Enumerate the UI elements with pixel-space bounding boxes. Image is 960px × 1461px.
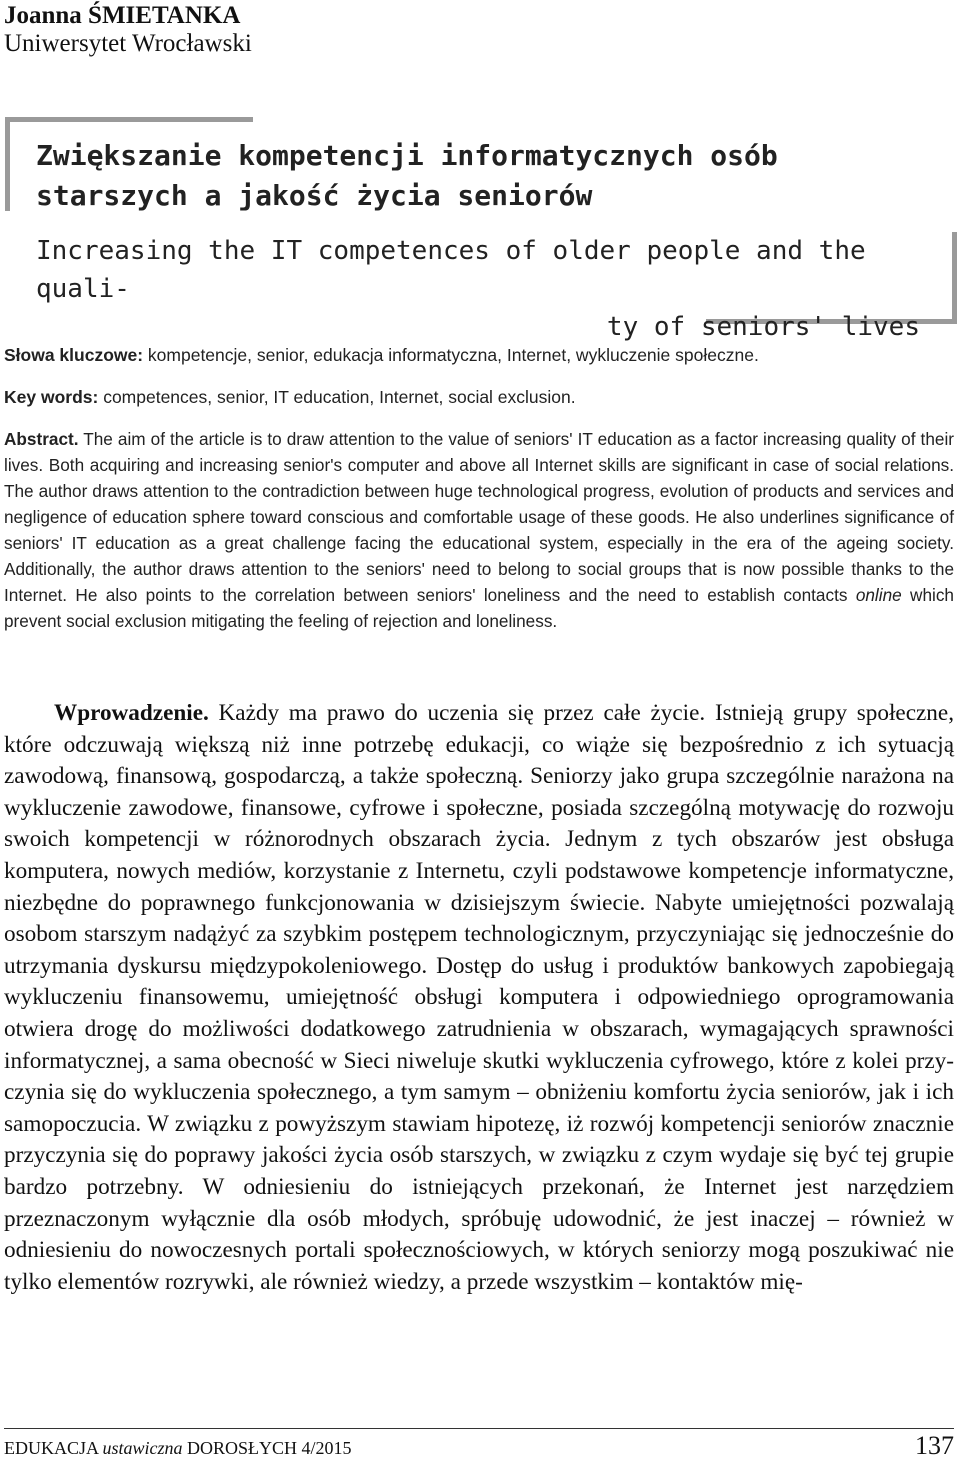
footer-divider — [4, 1428, 954, 1429]
polish-title — [36, 136, 936, 216]
title-frame-top-bar — [5, 117, 253, 122]
abstract-text-part2: which prevent social exclusion mitigating the feeling of rejection and loneliness. — [4, 585, 954, 631]
keywords-polish — [4, 344, 954, 366]
keywords-polish-label: Słowa kluczowe: — [4, 345, 144, 365]
journal-name-part1: EDUKACJA — [4, 1438, 103, 1458]
keywords-english — [4, 386, 954, 408]
abstract-label: Abstract. — [4, 429, 79, 449]
introduction-paragraph — [4, 698, 954, 1298]
polish-title-line1: Zwiększanie kompetencji informatycznych osób — [36, 139, 778, 172]
keywords-polish-text: kompetencje, senior, edukacja informatyczna, Internet, wykluczenie społeczne. — [143, 345, 759, 365]
polish-title-line2: starszych a jakość życia seniorów — [36, 179, 593, 212]
author-name: Joanna ŚMIETANKA — [4, 2, 241, 29]
title-frame-right-bar — [952, 232, 957, 324]
introduction-label: Wprowadzenie. — [54, 700, 209, 726]
journal-footer — [4, 1437, 352, 1459]
introduction-text: Każdy ma prawo do uczenia się przez całe życie. Istnieją grupy społeczne, które odczuwają większą niż inne potrzebę edukacji, co wiąże się bezpośrednio z ich sytuacją zawodową, finansową, gospodarczą, a także społeczną. Seniorzy jako grupa szczególnie narażona na wykluczenie zawodowe, finansowe, cyfrowe i społeczne, posiada szczególną motywację do rozwoju swoich kompetencji w różnorodnych obszarach życia. Jednym z tych obszarów jest obsługa komputera, nowych mediów, korzystanie z Internetu, czyli podstawowe kompetencje informatyczne, niezbędne do poprawnego funkcjonowania w dzisiejszym świecie. Nabyte umiejętności pozwalają osobom starszym nadążyć za szybkim postępem technologicznym, przyczyniając się jednocześnie do utrzymania dyskursu międzypokoleniowego. Dostęp do usług i produktów bankowych zapobiegają wykluczeniu finansowemu, umiejętność obsługi komputera i odpowiedniego oprogramowania otwiera drogę do możliwości dodatkowego zatrudnienia w obszarach, wymagających sprawności informatycznej, a sama obecność w Sieci niweluje skutki wykluczenia cyfrowego, które z kolei przyczynia się do wykluczenia społecznego, a tym samym – obniżeniu komfortu życia seniorów, jak i ich samopoczucia. W związku z powyższym stawiam hipotezę, iż rozwój kompetencji seniorów znacznie przyczynia się do poprawy jakości życia osób starszych, w związku z czym wydaje się być tej grupie bardzo potrzebny. W odniesieniu do istniejących przekonań, że Internet jest narzędziem przeznaczonym wyłącznie dla osób młodych, spróbuję udowodnić, że jest inaczej – również w odniesieniu do nowoczesnych portali społecznościowych, w których seniorzy mogą poszukiwać nie tylko elementów rozrywki, ale również wiedzy, a przede wszystkim – kontaktów mię- — [4, 700, 954, 1295]
abstract-paragraph — [4, 426, 954, 634]
author-block — [4, 2, 252, 58]
abstract-italic-word: online — [855, 585, 902, 605]
keywords-english-label: Key words: — [4, 387, 99, 407]
keywords-english-text: competences, senior, IT education, Internet, social exclusion. — [98, 387, 576, 407]
author-affiliation: Uniwersytet Wrocławski — [4, 30, 252, 57]
english-title-line2: ty of seniors' lives — [606, 312, 920, 342]
abstract-text-part1: The aim of the article is to draw attention to the value of seniors' IT education as a factor increasing quality of their lives. Both acquiring and increasing senior's computer and above all Internet skills are significant in case of social relations. The author draws attention to the contradiction between huge technological progress, evolution of products and services and negligence of education sphere toward conscious and comfortable usage of these goods. He also underlines significance of seniors' IT education as a great challenge facing the educational system, especially in the era of the ageing society. Additionally, the author draws attention to the seniors' need to belong to social groups that is now possible thanks to the Internet. He also points to the correlation between seniors' loneliness and the need to establish contacts — [4, 429, 954, 605]
journal-name-italic: ustawiczna — [102, 1438, 183, 1458]
page-number: 137 — [915, 1431, 954, 1460]
english-title-line1: Increasing the IT competences of older people and the quali- — [36, 236, 866, 304]
journal-name-part2: DOROSŁYCH 4/2015 — [182, 1438, 352, 1458]
english-title — [36, 232, 920, 346]
title-frame-left-bar — [5, 117, 10, 211]
